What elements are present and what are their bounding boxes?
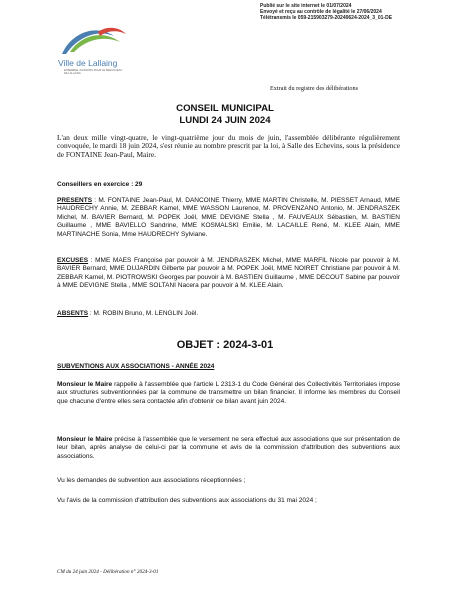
paragraph-requests: Vu les demandes de subvention aux associations réceptionnées ;: [57, 477, 246, 484]
absents-paragraph: [57, 310, 400, 318]
objet-heading: OBJET : 2024-3-01: [176, 339, 274, 351]
logo-swoosh-icon: [54, 20, 134, 60]
excuses-paragraph: [57, 257, 400, 291]
paragraph-reminder-text: rappelle à l'assemblée que l'article L 2313-1 du Code Général des Collectivités Territoriales impose aux structures subventionnées par la commune de transmettre un bilan financier. Il informe les membres du Conseil que chacune d'entre elles sera contactée afin d'obtenir ce bilan avant juin 2024.: [57, 381, 400, 405]
paragraph-reminder: [57, 381, 400, 406]
council-title: CONSEIL MUNICIPAL: [176, 103, 274, 114]
paragraph-payment: [57, 436, 400, 461]
presents-list: : M. FONTAINE Jean-Paul, M. DANCOINE Thierry, MME MARTIN Christelle, M. PIESSET Arnaud, MME HAUDRECHY Annie, M. ZEBBAR Kamel, MME WASSON Laurence, M. PROVENZANO Antonio, M. JENDRASZEK Michel, M. BAVIER Bernard, M. POPEK Joël, MME DEVIGNE Stella , M. FAUVEAUX Sébastien, M. BASTIEN Guillaume , MME BAVIELLO Sandrine, MME KOSMALSKI Emilie, M. LACAILLE René, M. KLEE Alain, MME MARTINACHE Sonia, Mme HAUDRECHY Sylviane.: [57, 197, 400, 238]
presents-paragraph: [57, 197, 400, 239]
paragraph-reminder-lead: Monsieur le Maire: [57, 381, 113, 388]
excuses-list: : MME MAES Françoise par pouvoir à M. JENDRASZEK Michel, MME MARFIL Nicole par pouvoir à M. BAVIER Bernard, MME DUJARDIN Gilberte par pouvoir à M. POPEK Joël, MME NOIRET Christiane par pouvoir à M. ZEBBAR Kamel, M. PIOTROWSKI Georges par pouvoir à M. BASTIEN Guillaume , MME DECOUT Sabine par pouvoir à MME DEVIGNE Stella , MME SOLTANI Nacera par pouvoir à M. KLEE Alain.: [57, 257, 400, 290]
intro-paragraph: L'an deux mille vingt-quatre, le vingt-quatrième jour du mois de juin, l'assemblée délibérante régulièrement convoquée, le mardi 18 juin 2024, s'est réunie au nombre prescrit par la loi, à Salle des Echevins, sous la présidence de FONTAINE Jean-Paul, Maire.: [57, 133, 400, 159]
presents-label: PRESENTS: [57, 197, 93, 204]
transmission-stamp: [260, 3, 445, 22]
paragraph-payment-lead: Monsieur le Maire: [57, 436, 113, 443]
city-logo: [54, 20, 134, 78]
paragraph-payment-text: précise à l'assemblée que le versement ne sera effectué aux associations que sur présentation de leur bilan, après analyse de celui-ci par la commune et avis de la commission d'attribution des subventions aux associations.: [57, 436, 400, 460]
excuses-label: EXCUSES: [57, 257, 89, 264]
page-footer: CM du 24 juin 2024 - Délibération n° 2024-3-01: [57, 569, 159, 575]
absents-list: : M. ROBIN Bruno, M. LENGLIN Joël.: [88, 310, 199, 317]
meeting-date: LUNDI 24 JUIN 2024: [179, 115, 271, 126]
stamp-transmitted-line: Télétransmis le 059-215903279-20240624-2024_3_01-DE: [260, 15, 393, 22]
absents-label: ABSENTS: [57, 310, 89, 317]
subject-heading: SUBVENTIONS AUX ASSOCIATIONS - ANNÉE 2024: [57, 363, 215, 370]
extract-label: Extrait du registre des délibérations: [270, 85, 358, 92]
stamp-published-line: Publié sur le site internet le 01/07/2024: [260, 3, 352, 9]
paragraph-commission: Vu l'avis de la commission d'attribution des subventions aux associations du 31 mai 2024 ;: [57, 497, 317, 504]
councillors-count: Conseillers en exercice : 29: [57, 181, 143, 188]
logo-tagline: ENSEMBLE, AGISSONS POUR LE RENOUVEAU DE LALLAING: [64, 69, 123, 76]
stamp-received-line: Envoyé et reçu au contrôle de légalité le 27/06/2024: [260, 9, 382, 16]
logo-city-name: Ville de Lallaing: [58, 58, 118, 68]
